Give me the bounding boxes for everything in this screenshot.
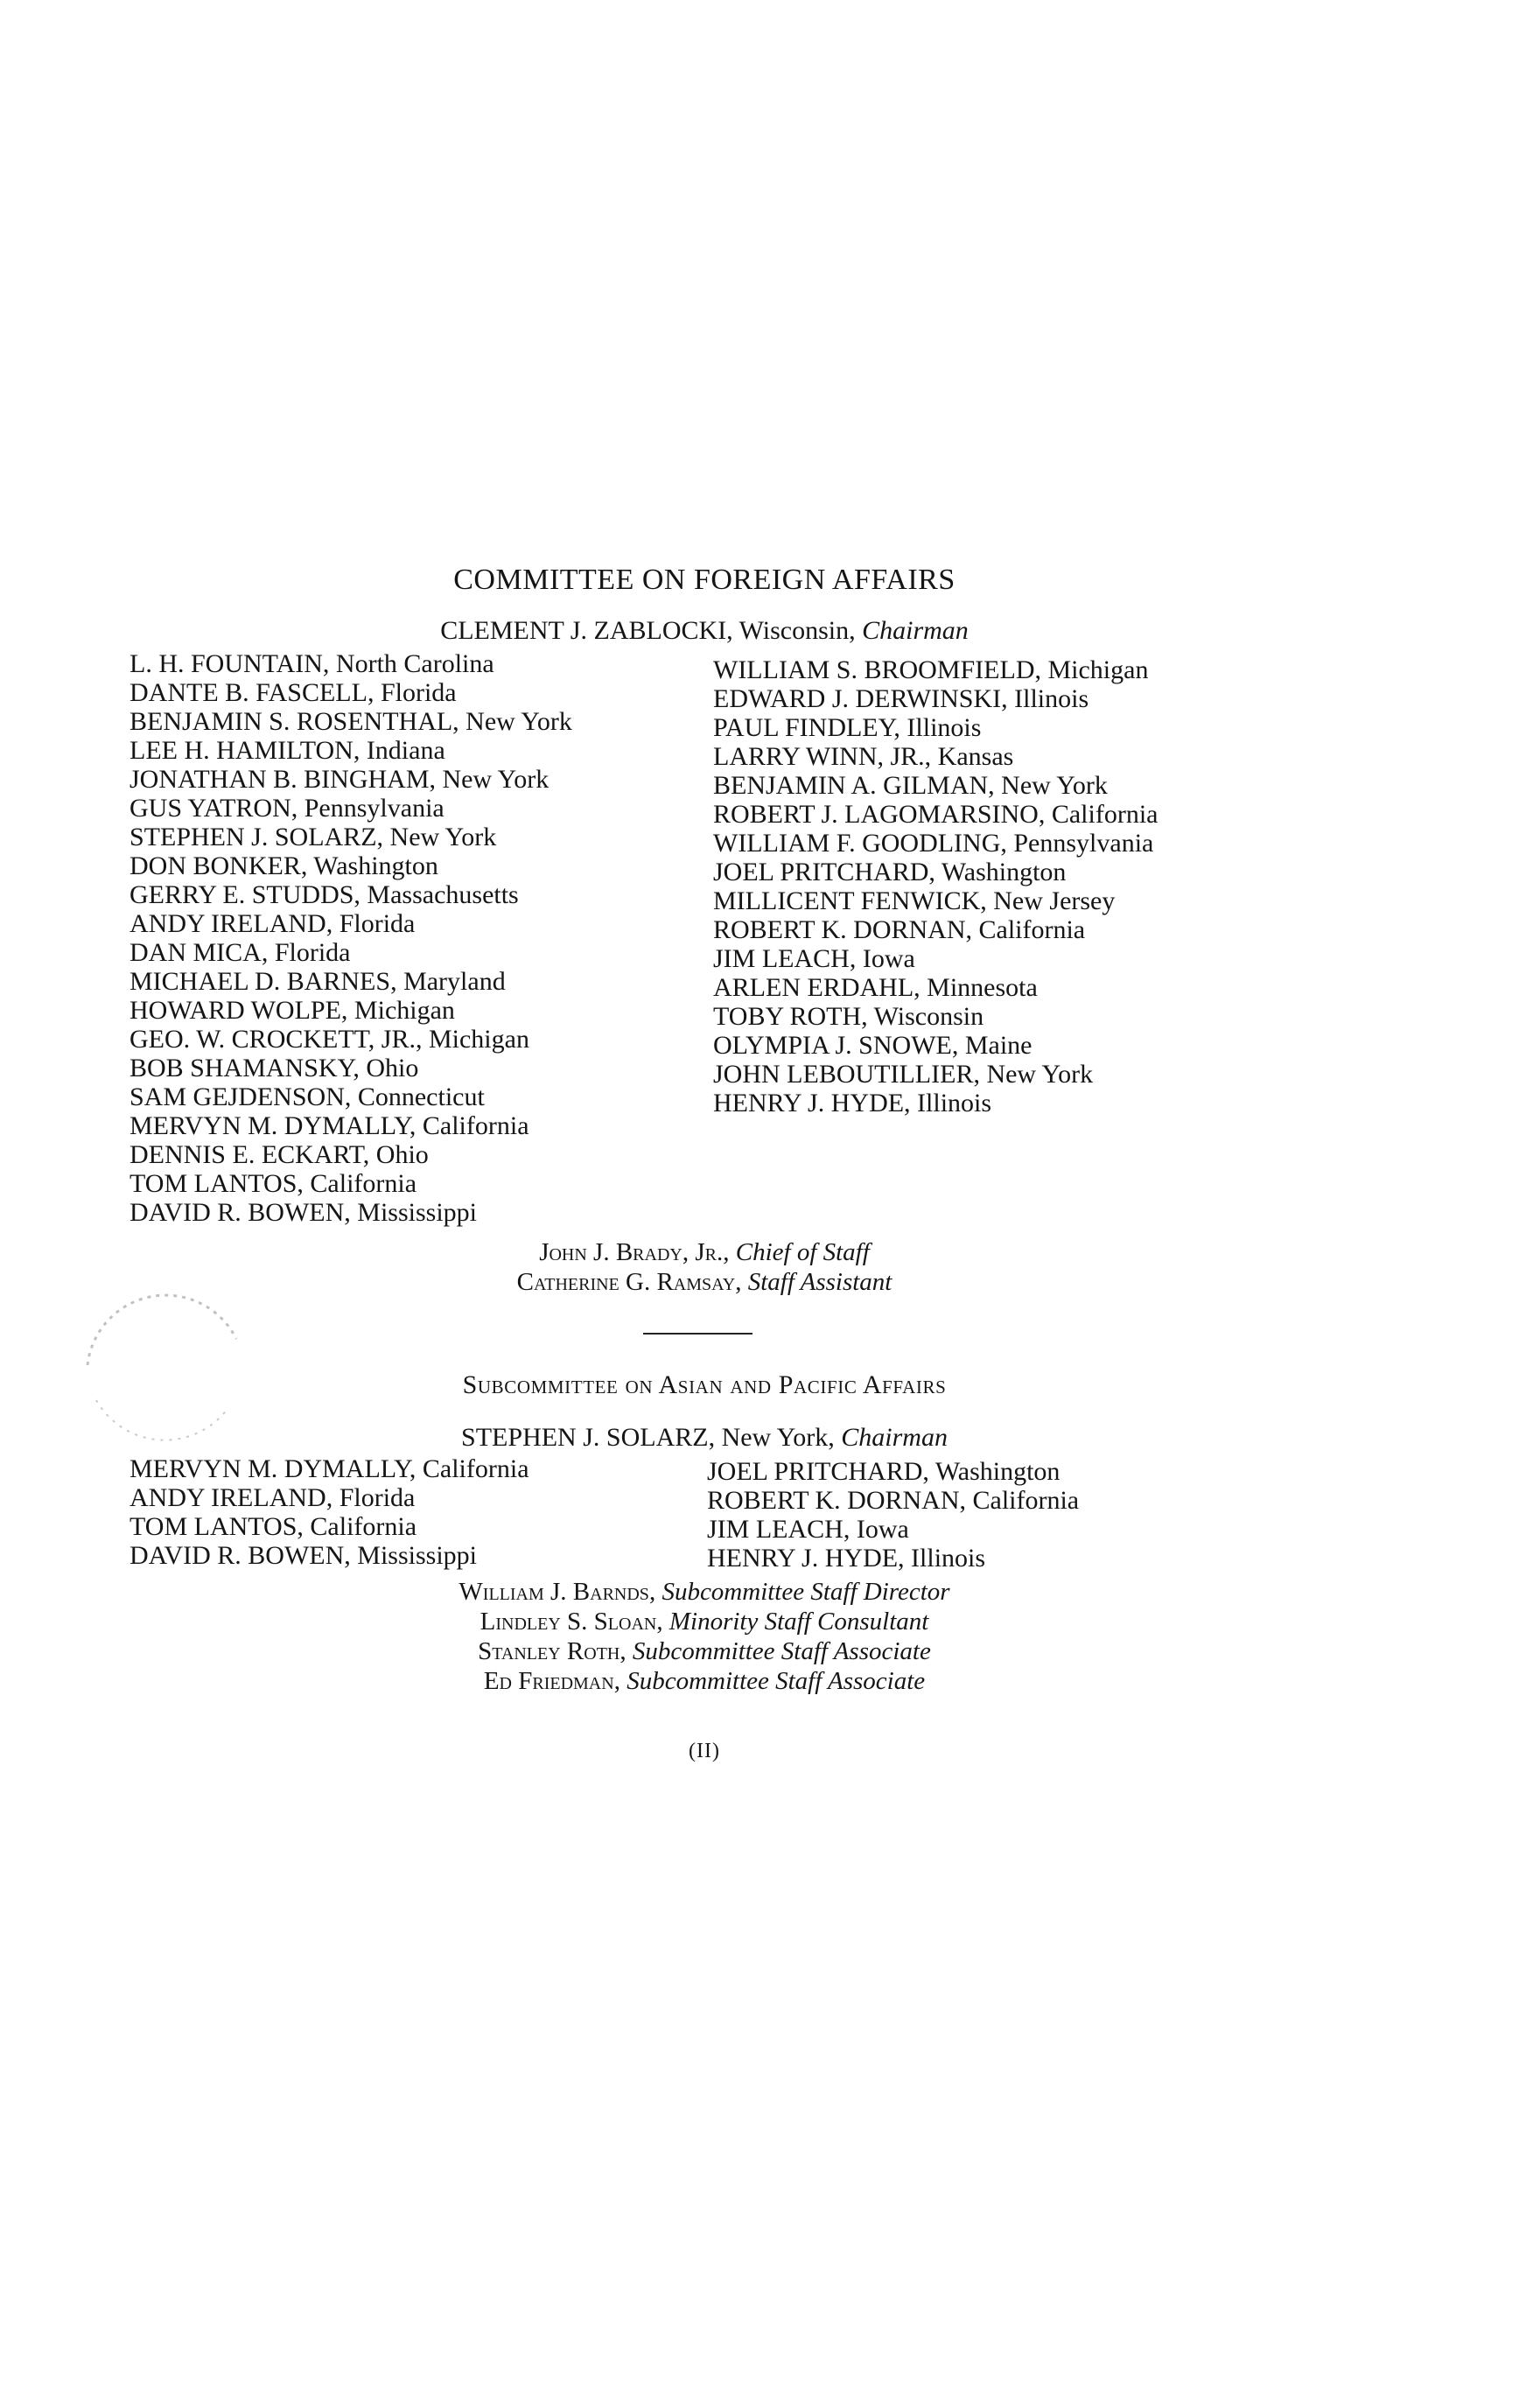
member-entry: LARRY WINN, JR., Kansas: [713, 742, 1014, 771]
member-entry: SAM GEJDENSON, Connecticut: [130, 1082, 485, 1111]
subcommittee-title: Subcommittee on Asian and Pacific Affairs: [462, 1370, 947, 1399]
member-entry: DON BONKER, Washington: [130, 851, 438, 880]
committee-chairman-state: Wisconsin: [738, 616, 850, 645]
staff-name: Stanley Roth: [478, 1637, 620, 1665]
committee-majority-list: [130, 649, 572, 1227]
member-entry: MILLICENT FENWICK, New Jersey: [713, 886, 1116, 915]
member-entry: MERVYN M. DYMALLY, California: [130, 1111, 529, 1140]
member-entry: STEPHEN J. SOLARZ, New York: [130, 823, 497, 851]
member-entry: TOBY ROTH, Wisconsin: [713, 1002, 984, 1031]
committee-staff-list: [0, 1237, 1409, 1297]
staff-entry: Lindley S. Sloan, Minority Staff Consultant: [480, 1608, 929, 1636]
staff-name: John J. Brady, Jr.: [539, 1238, 724, 1266]
staff-entry: Ed Friedman, Subcommittee Staff Associate: [483, 1667, 926, 1695]
member-entry: EDWARD J. DERWINSKI, Illinois: [713, 684, 1089, 713]
member-entry: JIM LEACH, Iowa: [713, 944, 915, 973]
staff-name: Lindley S. Sloan: [480, 1608, 657, 1636]
subcommittee-chairman-role: Chairman: [841, 1423, 948, 1452]
staff-name: William J. Barnds: [458, 1578, 649, 1606]
committee-chairman-role: Chairman: [862, 616, 969, 645]
page-number: (II): [689, 1740, 720, 1762]
member-entry: L. H. FOUNTAIN, North Carolina: [130, 649, 494, 678]
member-entry: HENRY J. HYDE, Illinois: [713, 1089, 992, 1117]
subcommittee-majority-list: [130, 1454, 529, 1570]
member-entry: MICHAEL D. BARNES, Maryland: [130, 967, 506, 996]
staff-title: Chief of Staff: [735, 1238, 870, 1266]
member-entry: DAVID R. BOWEN, Mississippi: [130, 1541, 477, 1570]
member-entry: DANTE B. FASCELL, Florida: [130, 678, 457, 707]
committee-chairman-name: CLEMENT J. ZABLOCKI: [440, 616, 727, 645]
member-entry: GUS YATRON, Pennsylvania: [130, 794, 444, 823]
member-entry: JOHN LEBOUTILLIER, New York: [713, 1060, 1094, 1089]
committee-minority-list: [713, 655, 1158, 1117]
staff-title: Staff Assistant: [747, 1268, 892, 1296]
member-entry: JIM LEACH, Iowa: [707, 1515, 909, 1544]
member-entry: JOEL PRITCHARD, Washington: [707, 1457, 1060, 1486]
member-entry: GEO. W. CROCKETT, JR., Michigan: [130, 1025, 529, 1054]
member-entry: HENRY J. HYDE, Illinois: [707, 1544, 986, 1573]
subcommittee-minority-list: [707, 1457, 1079, 1573]
member-entry: JOEL PRITCHARD, Washington: [713, 858, 1067, 886]
staff-entry: William J. Barnds, Subcommittee Staff Director: [458, 1578, 950, 1606]
staff-entry: John J. Brady, Jr., Chief of Staff: [539, 1238, 870, 1266]
member-entry: BOB SHAMANSKY, Ohio: [130, 1054, 419, 1082]
staff-name: Ed Friedman: [483, 1667, 614, 1695]
member-entry: TOM LANTOS, California: [130, 1169, 417, 1198]
staff-title: Subcommittee Staff Director: [662, 1578, 950, 1606]
member-entry: MERVYN M. DYMALLY, California: [130, 1454, 529, 1483]
member-entry: BENJAMIN A. GILMAN, New York: [713, 771, 1108, 800]
member-entry: DENNIS E. ECKART, Ohio: [130, 1140, 429, 1169]
member-entry: PAUL FINDLEY, Illinois: [713, 713, 982, 742]
staff-title: Subcommittee Staff Associate: [632, 1637, 931, 1665]
section-divider: [643, 1333, 752, 1335]
member-entry: OLYMPIA J. SNOWE, Maine: [713, 1031, 1032, 1060]
staff-title: Minority Staff Consultant: [668, 1608, 929, 1636]
member-entry: ROBERT K. DORNAN, California: [713, 915, 1086, 944]
subcommittee-chairman-state: New York: [721, 1423, 829, 1452]
member-entry: ROBERT J. LAGOMARSINO, California: [713, 800, 1158, 829]
committee-title: COMMITTEE ON FOREIGN AFFAIRS: [453, 564, 956, 596]
subcommittee-chairman: STEPHEN J. SOLARZ, New York, Chairman: [461, 1423, 948, 1452]
member-entry: BENJAMIN S. ROSENTHAL, New York: [130, 707, 572, 736]
member-entry: WILLIAM S. BROOMFIELD, Michigan: [713, 655, 1149, 684]
member-entry: JONATHAN B. BINGHAM, New York: [130, 765, 550, 794]
member-entry: LEE H. HAMILTON, Indiana: [130, 736, 445, 765]
committee-chairman: CLEMENT J. ZABLOCKI, Wisconsin, Chairman: [440, 616, 969, 645]
member-entry: ARLEN ERDAHL, Minnesota: [713, 973, 1038, 1002]
member-entry: DAN MICA, Florida: [130, 938, 351, 967]
member-entry: DAVID R. BOWEN, Mississippi: [130, 1198, 477, 1227]
member-entry: TOM LANTOS, California: [130, 1512, 417, 1541]
subcommittee-chairman-name: STEPHEN J. SOLARZ: [461, 1423, 709, 1452]
member-entry: ANDY IRELAND, Florida: [130, 1483, 416, 1512]
staff-title: Subcommittee Staff Associate: [626, 1667, 926, 1695]
staff-entry: Catherine G. Ramsay, Staff Assistant: [516, 1268, 892, 1296]
member-entry: HOWARD WOLPE, Michigan: [130, 996, 455, 1025]
staff-name: Catherine G. Ramsay: [516, 1268, 736, 1296]
member-entry: WILLIAM F. GOODLING, Pennsylvania: [713, 829, 1154, 858]
subcommittee-staff-list: [0, 1577, 1409, 1696]
staff-entry: Stanley Roth, Subcommittee Staff Associate: [478, 1637, 931, 1665]
member-entry: ROBERT K. DORNAN, California: [707, 1486, 1080, 1515]
member-entry: GERRY E. STUDDS, Massachusetts: [130, 880, 519, 909]
member-entry: ANDY IRELAND, Florida: [130, 909, 416, 938]
